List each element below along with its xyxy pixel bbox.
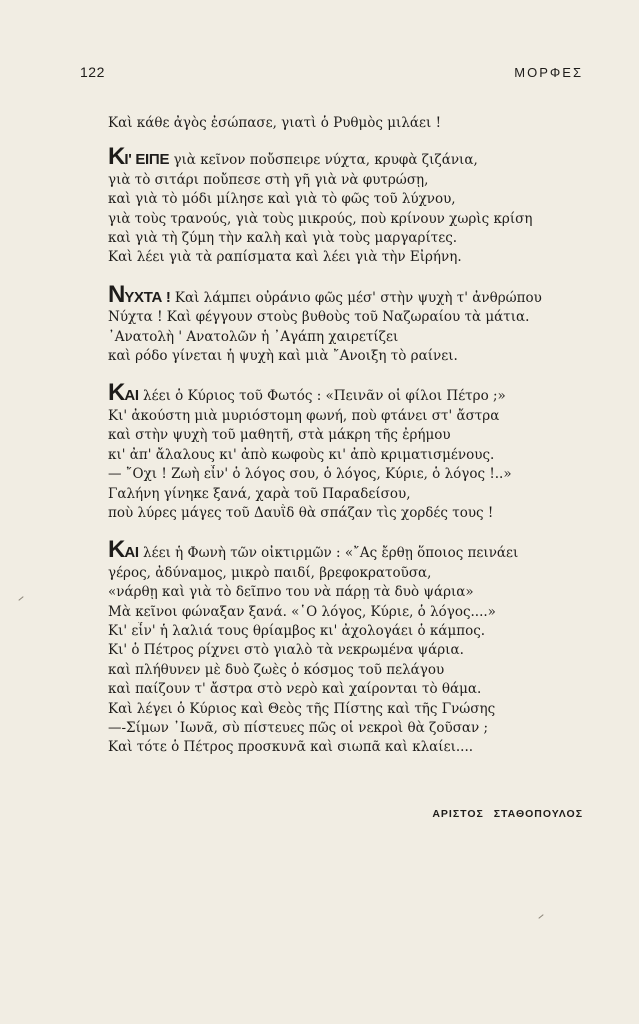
verse-line: Καὶ τότε ὁ Πέτρος προσκυνᾶ καὶ σιωπᾶ καὶ κλαίει.... bbox=[108, 739, 474, 756]
stanza-lead bbox=[108, 284, 171, 308]
stanza-lead-rest: ΑΙ bbox=[124, 544, 139, 562]
verse-line: ποὺ λύρες μάγες τοῦ Δαυῒδ θὰ σπάζαν τὶς χορδές τους ! bbox=[108, 504, 494, 521]
stanza-lead-big: Ν bbox=[108, 284, 125, 308]
stanza-first-line bbox=[108, 147, 592, 170]
paper-speck bbox=[538, 914, 543, 919]
verse-line: Μὰ κεῖνοι φώναξαν ξανά. «῾Ο λόγος, Κύριε, ὁ λόγος....» bbox=[108, 603, 496, 620]
verse-line: καὶ παίζουν τ' ἄστρα στὸ νερὸ καὶ χαίρονται τὸ θάμα. bbox=[108, 681, 482, 698]
verse-line: κι' ἀπ' ἄλαλους κι' ἀπὸ κωφοὺς κι' ἀπὸ κριματισμένους. bbox=[108, 446, 495, 463]
stanza-lead-rest: ΑΙ bbox=[124, 387, 139, 405]
stanza-first-text: Καὶ λάμπει οὐράνιο φῶς μέσ' στὴν ψυχὴ τ' ἀνθρώπου bbox=[170, 289, 542, 306]
verse-line: γιὰ τοὺς τρανούς, γιὰ τοὺς μικρούς, ποὺ κρίνουν χωρὶς κρίση bbox=[108, 210, 533, 227]
verse-line: «νάρθῃ καὶ γιὰ τὸ δεῖπνο του νὰ πάρῃ τὰ δυὸ ψάρια» bbox=[108, 584, 474, 601]
poem bbox=[108, 114, 592, 775]
running-title: ΜΟΡΦΕΣ bbox=[514, 65, 583, 80]
verse-line: Γαλήνη γίνηκε ξανά, χαρὰ τοῦ Παραδείσου, bbox=[108, 485, 411, 502]
stanza-first-line bbox=[108, 285, 592, 308]
stanza-1 bbox=[108, 147, 592, 267]
page-number: 122 bbox=[80, 64, 105, 80]
stanza-first-line bbox=[108, 383, 592, 406]
verse-line: — ῎Οχι ! Ζωὴ εἶν' ὁ λόγος σου, ὁ λόγος, Κύριε, ὁ λόγος !..» bbox=[108, 466, 512, 483]
verse-line: Κι' ἀκούστη μιὰ μυριόστομη φωνή, ποὺ φτάνει στ' ἄστρα bbox=[108, 407, 500, 424]
verse-line: Καὶ λέει γιὰ τὰ ραπίσματα καὶ λέει γιὰ τὴν Εἰρήνη. bbox=[108, 249, 462, 266]
verse-line: γιὰ τὸ σιτάρι ποὔπεσε στὴ γῆ γιὰ νὰ φυτρώσῃ, bbox=[108, 171, 429, 188]
stanza-first-text: γιὰ κεῖνον ποὔσπειρε νύχτα, κρυφὰ ζιζάνια, bbox=[169, 152, 478, 169]
stanza-lead bbox=[108, 540, 139, 564]
stanza-lead bbox=[108, 383, 139, 407]
stanza-lead-rest: Ι' ΕΙΠΕ bbox=[124, 151, 170, 169]
page-header bbox=[80, 64, 583, 84]
verse-line: καὶ γιὰ τὸ μόδι μίλησε καὶ γιὰ τὸ φῶς τοῦ λύχνου, bbox=[108, 191, 456, 208]
stanza-lead-big: Κ bbox=[108, 540, 125, 564]
stanza-3 bbox=[108, 383, 592, 523]
stanza-lead-big: Κ bbox=[108, 383, 125, 407]
verse-line: Κι' ὁ Πέτρος ρίχνει στὸ γιαλὸ τὰ νεκρωμένα ψάρια. bbox=[108, 642, 464, 659]
stanza-2 bbox=[108, 285, 592, 367]
verse-line: Κι' εἶν' ἡ λαλιά τους θρίαμβος κι' ἀχολογάει ὁ κάμπος. bbox=[108, 622, 486, 639]
verse-line: καὶ στὴν ψυχὴ τοῦ μαθητῆ, στὰ μάκρη τῆς ἐρήμου bbox=[108, 427, 451, 444]
verse-line: γέρος, ἀδύναμος, μικρὸ παιδί, βρεφοκρατοῦσα, bbox=[108, 564, 432, 581]
verse-line: —-Σίμων ᾿Ιωνᾶ, σὺ πίστευες πῶς οἱ νεκροὶ θὰ ζοῦσαν ; bbox=[108, 719, 489, 736]
stanza-4 bbox=[108, 540, 592, 757]
intro-line: Καὶ κάθε ἀγὸς ἐσώπασε, γιατὶ ὁ Ρυθμὸς μιλάει ! bbox=[108, 115, 442, 131]
verse-line: καὶ γιὰ τὴ ζύμη τὴν καλὴ καὶ γιὰ τοὺς μαργαρίτες. bbox=[108, 230, 458, 247]
verse-line: Νύχτα ! Καὶ φέγγουν στοὺς βυθοὺς τοῦ Ναζωραίου τὰ μάτια. bbox=[108, 309, 530, 326]
stanza-first-text: λέει ὁ Κύριος τοῦ Φωτός : «Πεινᾶν οἱ φίλοι Πέτρο ;» bbox=[138, 388, 506, 405]
verse-line: ᾿Ανατολὴ ' Ανατολῶν ἡ ᾿Αγάπη χαιρετίζει bbox=[108, 328, 399, 345]
stanza-lead-rest: ΥΧΤΑ ! bbox=[124, 288, 171, 306]
stanza-lead-big: Κ bbox=[108, 147, 125, 171]
verse-line: καὶ πλήθυνεν μὲ δυὸ ζωὲς ὁ κόσμος τοῦ πελάγου bbox=[108, 661, 445, 678]
paper-speck bbox=[18, 596, 23, 601]
verse-line: καὶ ρόδο γίνεται ἡ ψυχὴ καὶ μιὰ ῎Ανοιξη τὸ ραίνει. bbox=[108, 348, 458, 365]
author-signature: ΑΡΙΣΤΟΣ ΣΤΑΘΟΠΟΥΛΟΣ bbox=[432, 808, 583, 820]
stanza-first-text: λέει ἡ Φωνὴ τῶν οἰκτιρμῶν : «῎Ας ἔρθῃ ὅποιος πεινάει bbox=[138, 545, 519, 562]
verse-line: Καὶ λέγει ὁ Κύριος καὶ Θεὸς τῆς Πίστης καὶ τῆς Γνώσης bbox=[108, 700, 496, 717]
stanza-first-line bbox=[108, 540, 592, 563]
stanza-lead bbox=[108, 147, 170, 171]
